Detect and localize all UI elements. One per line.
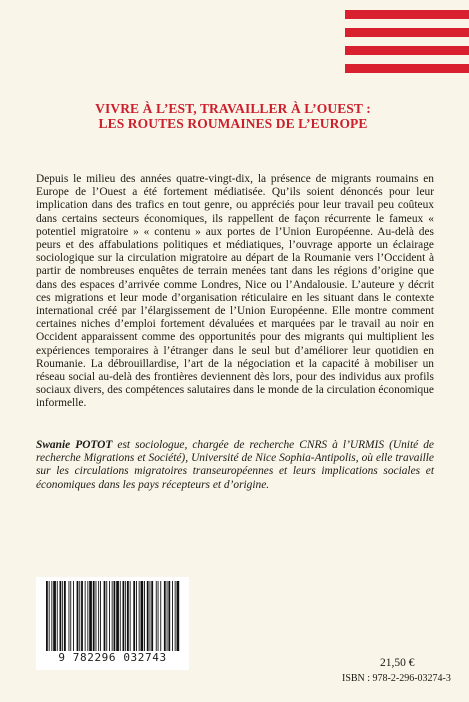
barcode-image: [44, 581, 182, 651]
book-title: [58, 101, 408, 131]
barcode-bar: [160, 581, 161, 651]
barcode-bar: [133, 581, 135, 651]
barcode-bar: [172, 581, 173, 651]
barcode-bar: [57, 581, 58, 651]
barcode-bar: [62, 581, 63, 651]
barcode-bar: [150, 581, 151, 651]
title-line-1: VIVRE À L’EST, TRAVAILLER À L’OUEST :: [95, 101, 371, 116]
barcode-bar: [156, 581, 157, 651]
barcode-bar: [123, 581, 125, 651]
barcode-bar: [120, 581, 121, 651]
barcode-bar: [79, 581, 80, 651]
barcode-bar: [53, 581, 56, 651]
barcode-bar: [164, 581, 166, 651]
red-stripe: [345, 64, 469, 73]
barcode-bar: [89, 581, 92, 651]
barcode-bar: [112, 581, 113, 651]
title-line-2: LES ROUTES ROUMAINES DE L’EUROPE: [98, 116, 368, 131]
barcode-bar: [77, 581, 79, 651]
barcode-panel: [36, 577, 189, 670]
author-bio: [36, 439, 434, 492]
blurb-paragraph: Depuis le milieu des années quatre-vingt-dix, la présence de migrants roumains en Europe de l’Ouest a été fortement médiatisée. Qu’ils soient dénoncés pour leur implication dans des trafics en tout genre, ou appréciés pour leur travail peu coûteux dans certains secteurs économiques, ils rappellent de façon récurrente le fameux « potentiel migratoire » « contenu » aux portes de l’Union Européenne. Au-delà des peurs et des affabulations politiques et médiatiques, l’ouvrage apporte un éclairage sociologique sur la circulation migratoire au départ de la Roumanie vers l’Occident à partir de nombreuses enquêtes de terrain menées tant dans les régions d’origine que dans des espaces d’arrivée comme Londres, Nice ou l’Andalousie. L’auteure y décrit ces migrations et leur mode d’organisation réticulaire en les situant dans le contexte international créé par l’élargissement de l’Union Européenne. Elle montre comment certaines niches d’emploi fortement dévaluées et marquées par le travail au noir en Occident apparaissent comme des opportunités pour des migrants qui multiplient les expériences temporaires à l’étranger dans le seul but d’améliorer leur quotidien en Roumanie. La débrouillardise, l’art de la négociation et la capacité à mobiliser un réseau social au-delà des frontières deviennent dès lors, pour des individus aux profils sociaux divers, des compétences salutaires dans le monde de la circulation économique informelle.: [36, 173, 434, 410]
barcode-bar: [175, 581, 176, 651]
barcode-bar: [85, 581, 86, 651]
red-stripe: [345, 46, 469, 55]
barcode-bar: [104, 581, 106, 651]
barcode-bar: [158, 581, 159, 651]
isbn: ISBN : 978-2-296-03274-3: [342, 673, 451, 684]
barcode-bar: [106, 581, 107, 651]
barcode-bar: [51, 581, 52, 651]
barcode-bar: [167, 581, 168, 651]
barcode-bar: [93, 581, 95, 651]
author-name: Swanie POTOT: [36, 439, 113, 451]
price: 21,50 €: [380, 657, 415, 669]
author-bio-text: est sociologue, chargée de recherche CNRS à l’URMIS (Unité de recherche Migrations et Société), Université de Nice Sophia-Antipolis, où elle travaille sur les circulations migratoires transeuropéennes et leurs implications sociales et économiques dans les pays récepteurs et d’origine.: [36, 439, 434, 491]
barcode-bar: [98, 581, 99, 651]
barcode-number: 9 782296 032743: [58, 651, 167, 664]
barcode-bar: [96, 581, 97, 651]
barcode-bar: [177, 581, 180, 651]
barcode-bar: [144, 581, 145, 651]
barcode-bar: [64, 581, 66, 651]
barcode-bar: [73, 581, 74, 651]
barcode-bar: [46, 581, 48, 651]
barcode-bar: [70, 581, 71, 651]
barcode-bar: [136, 581, 137, 651]
barcode-bar: [100, 581, 101, 651]
barcode-bar: [139, 581, 140, 651]
barcode-bar: [116, 581, 119, 651]
barcode-bar: [125, 581, 126, 651]
barcode-bar: [114, 581, 116, 651]
red-stripe: [345, 28, 469, 37]
barcode-bar: [147, 581, 149, 651]
barcode-bar: [87, 581, 88, 651]
barcode-bar: [127, 581, 129, 651]
barcode-bar: [168, 581, 170, 651]
barcode-bar: [60, 581, 62, 651]
barcode-bar: [69, 581, 70, 651]
barcode-bar: [49, 581, 50, 651]
red-stripe: [345, 10, 469, 19]
barcode-bar: [141, 581, 144, 651]
barcode-bar: [81, 581, 83, 651]
red-stripes-decoration: [345, 0, 469, 82]
barcode-bar: [130, 581, 131, 651]
barcode-bar: [151, 581, 153, 651]
barcode-bar: [109, 581, 110, 651]
